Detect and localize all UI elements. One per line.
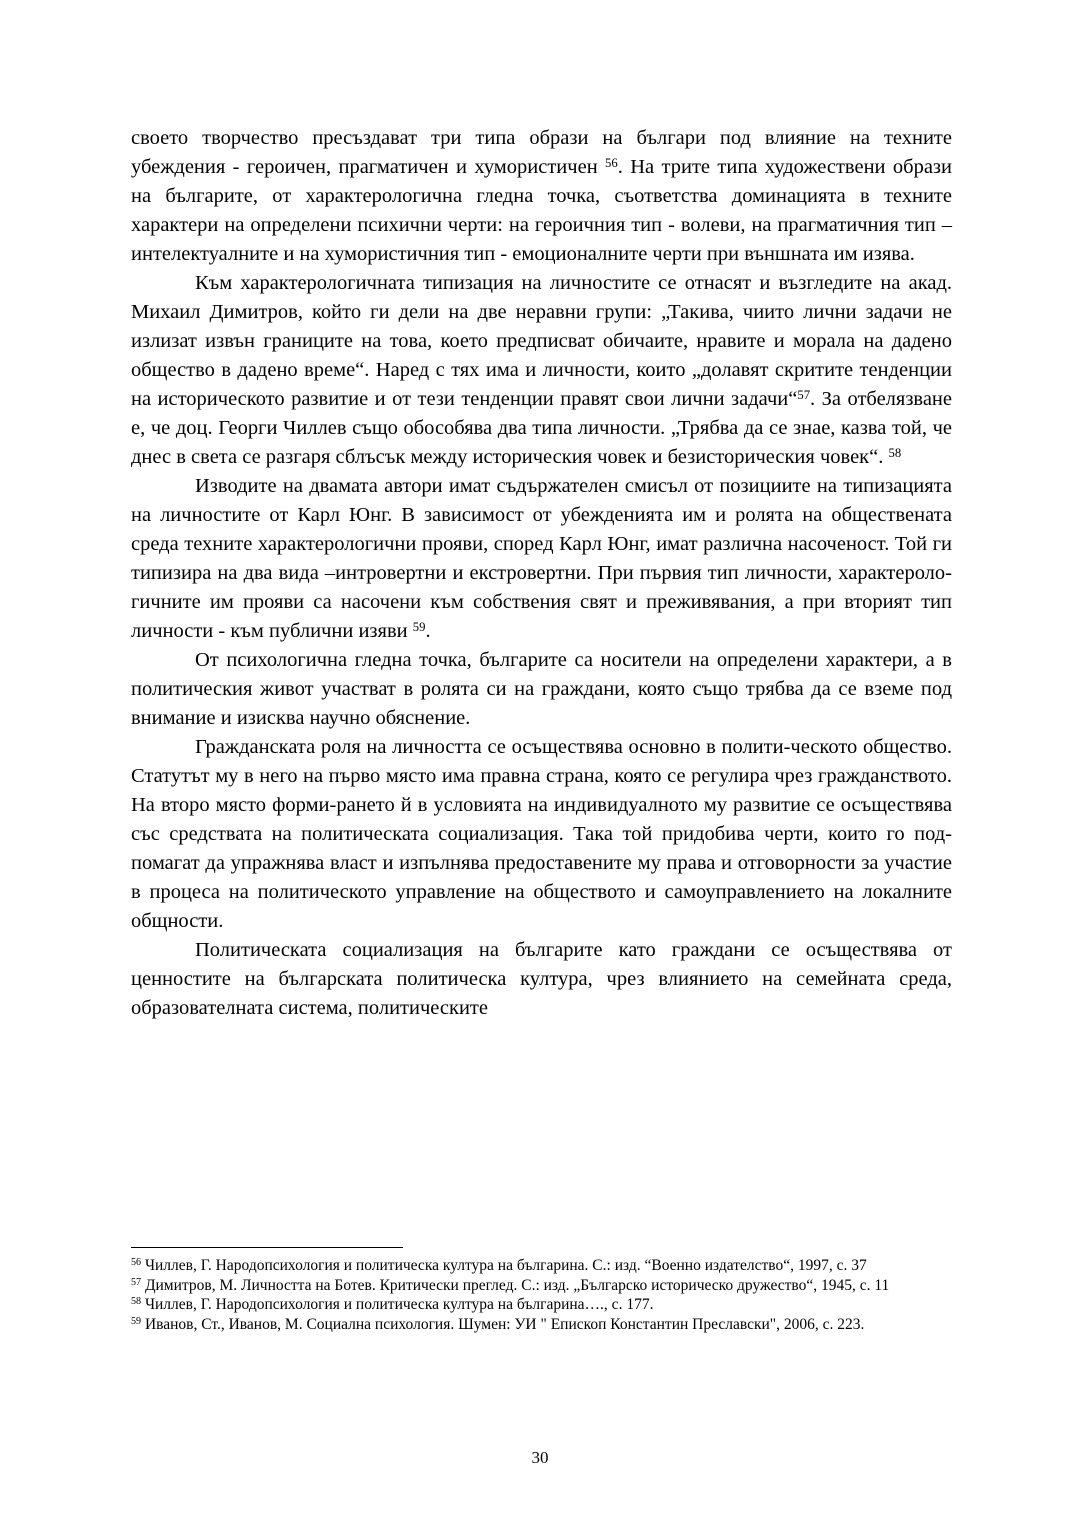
footnotes (131, 1256, 952, 1334)
page-number: 30 (531, 1448, 549, 1467)
footnote: $^{58}$ Чиллев, Г. Народопсихология и политическа култура на българина…., с. 177. (131, 1296, 654, 1313)
paragraph: От психологична гледна точка, българите са носители на определени характери, а в политическия живот участват в ролята си на граждани, която също трябва да се вземе под внимание и изисква научно обяснение. (131, 649, 952, 729)
footnote-ref: 58 (888, 445, 902, 460)
footnote: $^{57}$ Димитров, М. Личността на Ботев. Критически преглед. С.: изд. „Българско историческо дружество“, 1945, с. 11 (131, 1276, 890, 1294)
paragraph: Гражданската роля на личността се осъществява основно в полити-ческото общество. Статутът му в него на първо място има правна страна, която се регулира чрез гражданството. На второ място форми-рането й в условията на индивидуалното му развитие се осъществява със средствата на политическата социализация. Така той придобива черти, които го под-помагат да упражнява власт и изпълнява предоставените му права и отговорности за участие в процеса на политическото управление на обществото и самоуправлението на локалните общности. (131, 736, 952, 932)
body-text (131, 124, 952, 1023)
footnote-number: 57 (131, 1276, 142, 1288)
footnote: $^{59}$ Иванов, Ст., Иванов, М. Социална психология. Шумен: УИ " Епископ Константин Преславски", 2006, с. 223. (131, 1315, 865, 1333)
footnote-separator (131, 1247, 403, 1248)
paragraph: Политическата социализация на българите като граждани се осъществява от ценностите на българската политическа култура, чрез влиянието на семейната среда, образователната система, политическите (131, 939, 952, 1019)
footnote-number: 59 (131, 1315, 142, 1327)
footnote-ref: 56 (605, 155, 618, 170)
footnote-ref: 59 (412, 619, 426, 634)
footnote-number: 58 (131, 1296, 142, 1308)
paragraph: своето творчество пресъздават три типа образи на българи под влияние на техните убеждения - героичен, прагматичен и хумористичен $^{56}$. На трите типа художествени образи на българите, от характерологична гледна точка, съответства доминацията в техните характери на определени психични черти: на героичния тип - волеви, на прагматичния тип – интелектуалните и на хумористичния тип - емоционалните черти при външната им изява. (131, 127, 953, 265)
footnote: $^{56}$ Чиллев, Г. Народопсихология и политическа култура на българина. С.: изд. “Военно издателство“, 1997, с. 37 (131, 1257, 867, 1274)
paragraph: Към характерологичната типизация на личностите се отнасят и възгледите на акад. Михаил Димитров, който ги дели на две неравни групи: „Такива, чиито лични задачи не излизат извън границите на това, което предписват обичаите, нравите и морала на дадено общество в дадено време“. Наред с тях има и личности, които „долавят скритите тенденции на историческото развитие и от тези тенденции правят свои лични задачи“$^{57}$. За отбелязване е, че доц. Георги Чиллев също обособява два типа личности. „Трябва да се знае, казва той, че днес в света се разгаря сблъсък между историческия човек и безисторическия човек“. $^{58}$ (131, 272, 952, 468)
paragraph: Изводите на двамата автори имат съдържателен смисъл от позициите на типизацията на личностите от Карл Юнг. В зависимост от убежденията им и ролята на обществената среда техните характерологични прояви, според Карл Юнг, имат различна насоченост. Той ги типизира на два вида –интровертни и екстровертни. При първия тип личности, характероло-гичните им прояви са насочени към собствения свят и преживявания, а при вторият тип личности - към публични изяви $^{59}$. (131, 475, 952, 642)
footnote-number: 56 (131, 1257, 142, 1269)
footnote-ref: 57 (797, 387, 811, 402)
